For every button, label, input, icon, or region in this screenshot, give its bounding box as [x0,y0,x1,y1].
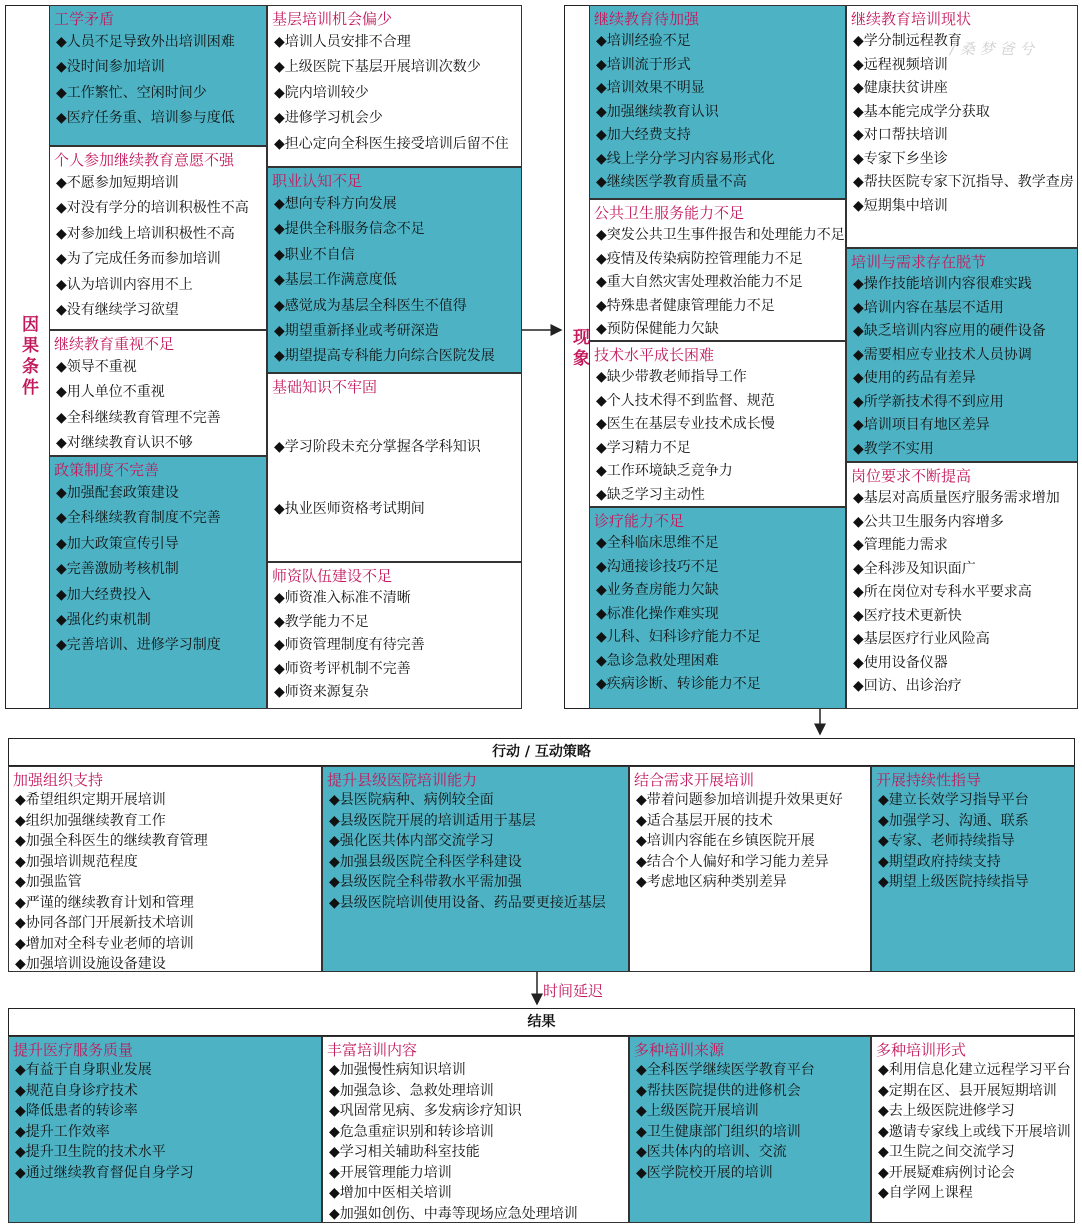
box-title: 提升医疗服务质量 [13,1041,134,1059]
action-box-county-hospital [322,766,629,972]
list-item: ◆加强全科医生的继续教育管理 [15,833,208,849]
result-box-training-sources [629,1036,871,1223]
list-item: ◆强化医共体内部交流学习 [329,833,494,849]
list-item: ◆加大经费支持 [596,127,691,143]
list-item: ◆医学院校开展的培训 [636,1164,773,1181]
list-item: ◆培训内容能在乡镇医院开展 [636,833,815,849]
list-item: ◆全科医学继续医学教育平台 [636,1062,815,1078]
list-item: ◆提升卫生院的技术水平 [15,1144,166,1160]
list-item: ◆严谨的继续教育计划和管理 [15,894,194,911]
list-item: ◆继续医学教育质量不高 [596,174,747,190]
list-item: ◆师资管理制度有待完善 [274,637,425,653]
box-title: 继续教育待加强 [594,10,700,28]
list-item: ◆加强急诊、急救处理培训 [329,1082,494,1099]
list-item: ◆所学新技术得不到应用 [853,393,1004,410]
list-item: ◆医共体内的培训、交流 [636,1144,787,1160]
list-item: ◆学习相关辅助科室技能 [329,1144,480,1160]
list-item: ◆疫情及传染病防控管理能力不足 [596,250,803,267]
list-item: ◆加强培训设施设备建设 [15,956,166,972]
list-item: ◆县医院病种、病例较全面 [329,792,494,808]
list-item: ◆医疗技术更新快 [853,607,962,624]
list-item: ◆期望政府持续支持 [878,853,1001,870]
list-item: ◆师资来源复杂 [274,684,369,700]
list-item: ◆对口帮扶培训 [853,127,948,143]
list-item: ◆期望上级医院持续指导 [878,874,1029,890]
list-item: ◆协同各部门开展新技术培训 [15,915,194,931]
list-item: ◆基本能完成学分获取 [853,103,990,120]
box-title: 结合需求开展培训 [634,771,755,789]
list-item: ◆学习阶段未充分掌握各学科知识 [274,439,481,455]
action-box-needs-based [629,766,871,972]
list-item: ◆重大自然灾害处理救治能力不足 [596,274,803,290]
list-item: ◆缺少带教老师指导工作 [596,369,747,385]
list-item: ◆对参加线上培训积极性不高 [56,225,235,242]
list-item: ◆使用的药品有差异 [853,370,976,386]
list-item: ◆基层对高质量医疗服务需求增加 [853,490,1060,506]
list-item: ◆带着问题参加培训提升效果更好 [636,792,843,808]
action-header: 行动 / 互动策略 [8,738,1075,766]
list-item: ◆医生在基层专业技术成长慢 [596,416,775,432]
list-item: ◆加强如创伤、中毒等现场应急处理培训 [329,1205,578,1222]
result-box-rich-content [322,1036,629,1223]
list-item: ◆危急重症识别和转诊培训 [329,1123,494,1140]
list-item: ◆人员不足导致外出培训困难 [56,34,235,50]
box-title: 政策制度不完善 [54,461,160,479]
list-item: ◆沟通接诊技巧不足 [596,558,719,575]
list-item: ◆回访、出诊治疗 [853,678,962,694]
list-item: ◆全科涉及知识面广 [853,560,976,577]
list-item: ◆标准化操作难实现 [596,605,719,622]
list-item: ◆培训经验不足 [596,33,691,49]
list-item: ◆远程视频培训 [853,56,948,73]
result-header: 结果 [8,1008,1075,1036]
list-item: ◆培训人员安排不合理 [274,34,411,50]
list-item: ◆加强学习、沟通、联系 [878,812,1029,829]
list-item: ◆期望重新择业或考研深造 [274,323,439,340]
item-list [13,790,321,972]
list-item: ◆想向专科方向发展 [274,196,397,212]
box-title: 开展持续性指导 [876,771,982,789]
list-item: ◆管理能力需求 [853,537,948,553]
list-item: ◆加强慢性病知识培训 [329,1062,466,1078]
box-title: 职业认知不足 [272,172,363,190]
list-item: ◆加大经费投入 [56,586,151,603]
result-box-service-quality [8,1036,322,1223]
list-item: ◆工作繁忙、空闲时间少 [56,84,207,101]
box-title: 技术水平成长困难 [594,346,715,364]
list-item: ◆院内培训较少 [274,84,369,101]
list-item: ◆健康扶贫讲座 [853,80,948,96]
list-item: ◆业务查房能力欠缺 [596,582,719,598]
list-item: ◆学习精力不足 [596,439,691,456]
list-item: ◆通过继续教育督促自身学习 [15,1164,194,1181]
box-title: 继续教育重视不足 [54,335,175,353]
list-item: ◆定期在区、县开展短期培训 [878,1082,1057,1099]
list-item: ◆培训项目有地区差异 [853,417,990,433]
item-list [634,1060,870,1183]
item-list [876,790,1074,893]
box-title: 提升县级医院培训能力 [327,771,478,789]
box-title: 多种培训形式 [876,1041,967,1059]
list-item: ◆培训内容在基层不适用 [853,299,1004,316]
item-list [634,790,870,893]
list-item: ◆增加对全科专业老师的培训 [15,935,194,952]
list-item: ◆线上学分学习内容易形式化 [596,150,775,167]
list-item: ◆上级医院开展培训 [636,1103,759,1119]
list-item: ◆去上级医院进修学习 [878,1103,1015,1119]
box-title: 公共卫生服务能力不足 [594,204,745,222]
list-item: ◆没时间参加培训 [56,59,165,76]
box-title: 继续教育培训现状 [851,10,972,28]
list-item: ◆工作环境缺乏竞争力 [596,463,733,479]
list-item: ◆需要相应专业技术人员协调 [853,346,1032,363]
list-item: ◆培训效果不明显 [596,80,705,96]
list-item: ◆县级医院全科带教水平需加强 [329,874,522,890]
list-item: ◆期望提高专科能力向综合医院发展 [274,348,495,365]
list-item: ◆公共卫生服务内容增多 [853,513,1004,530]
list-item: ◆降低患者的转诊率 [15,1103,138,1119]
list-item: ◆加大政策宣传引导 [56,535,179,552]
box-title: 师资队伍建设不足 [272,567,393,585]
list-item: ◆利用信息化建立远程学习平台 [878,1062,1071,1078]
list-item: ◆增加中医相关培训 [329,1185,452,1201]
box-title: 岗位要求不断提高 [851,467,972,485]
item-list [876,1060,1074,1204]
list-item: ◆全科继续教育管理不完善 [56,409,221,426]
list-item: ◆完善激励考核机制 [56,561,179,578]
list-item: ◆突发公共卫生事件报告和处理能力不足 [596,227,845,243]
box-title: 丰富培训内容 [327,1041,418,1059]
cause-label: 因果条件 [18,315,38,399]
result-box-training-forms [871,1036,1075,1223]
list-item: ◆师资准入标准不清晰 [274,590,411,606]
list-item: ◆强化约束机制 [56,612,151,629]
list-item: ◆职业不自信 [274,246,355,263]
list-item: ◆预防保健能力欠缺 [596,321,719,337]
list-item: ◆基层工作满意度低 [274,272,397,289]
list-item: ◆使用设备仪器 [853,654,948,671]
list-item: ◆基层医疗行业风险高 [853,631,990,647]
list-item: ◆加强配套政策建设 [56,485,179,501]
list-item: ◆开展疑难病例讨论会 [878,1164,1015,1181]
list-item: ◆帮扶医院专家下沉指导、教学查房 [853,174,1074,190]
list-item: ◆希望组织定期开展培训 [15,792,166,808]
list-item: ◆对没有学分的培训积极性不高 [56,200,249,217]
list-item: ◆疾病诊断、转诊能力不足 [596,676,761,692]
list-item: ◆缺乏学习主动性 [596,486,705,503]
box-title: 个人参加继续教育意愿不强 [54,151,235,169]
list-item: ◆加强培训规范程度 [15,853,138,870]
list-item: ◆卫生健康部门组织的培训 [636,1123,801,1140]
list-item: ◆加强继续教育认识 [596,103,719,120]
list-item: ◆考虑地区病种类别差异 [636,874,787,890]
list-item: ◆全科临床思维不足 [596,535,719,551]
list-item: ◆学分制远程教育 [853,33,962,49]
list-item: ◆短期集中培训 [853,197,948,214]
box-title: 加强组织支持 [13,771,104,789]
list-item: ◆加强县级医院全科医学科建设 [329,853,522,870]
list-item: ◆教学能力不足 [274,613,369,630]
list-item: ◆医疗任务重、培训参与度低 [56,110,235,127]
watermark-text: / 桑 梦 爸 兮 [950,40,1035,58]
list-item: ◆自学网上课程 [878,1185,973,1201]
list-item: ◆急诊急救处理困难 [596,652,719,669]
list-item: ◆卫生院之间交流学习 [878,1144,1015,1160]
list-item: ◆专家、老师持续指导 [878,833,1015,849]
box-title: 工学矛盾 [54,10,115,28]
box-title: 诊疗能力不足 [594,512,685,530]
list-item: ◆适合基层开展的技术 [636,812,773,829]
list-item: ◆担心定向全科医生接受培训后留不住 [274,135,509,152]
list-item: ◆为了完成任务而参加培训 [56,251,221,268]
box-title: 多种培训来源 [634,1041,725,1059]
list-item: ◆邀请专家线上或线下开展培训 [878,1123,1071,1140]
list-item: ◆感觉成为基层全科医生不值得 [274,297,467,314]
list-item: ◆没有继续学习欲望 [56,302,179,319]
list-item: ◆用人单位不重视 [56,384,165,401]
list-item: ◆完善培训、进修学习制度 [56,637,221,654]
list-item: ◆县级医院培训使用设备、药品要更接近基层 [329,894,606,911]
list-item: ◆提供全科服务信念不足 [274,221,425,238]
list-item: ◆儿科、妇科诊疗能力不足 [596,629,761,645]
list-item: ◆执业医师资格考试期间 [274,500,425,517]
action-box-continuous-guidance [871,766,1075,972]
list-item: ◆所在岗位对专科水平要求高 [853,584,1032,600]
list-item: ◆巩固常见病、多发病诊疗知识 [329,1103,522,1119]
phenomenon-label: 现象 [569,328,589,370]
list-item: ◆提升工作效率 [15,1123,110,1140]
item-list [13,1060,321,1183]
list-item: ◆帮扶医院提供的进修机会 [636,1082,801,1099]
list-item: ◆师资考评机制不完善 [274,660,411,677]
list-item: ◆上级医院下基层开展培训次数少 [274,59,481,76]
list-item: ◆不愿参加短期培训 [56,175,179,191]
list-item: ◆加强监管 [15,874,82,890]
action-box-org-support [8,766,322,972]
item-list [327,790,628,913]
box-title: 培训与需求存在脱节 [851,253,987,271]
list-item: ◆开展管理能力培训 [329,1164,452,1181]
list-item: ◆操作技能培训内容很难实践 [853,276,1032,292]
list-item: ◆建立长效学习指导平台 [878,792,1029,808]
list-item: ◆领导不重视 [56,359,137,375]
time-delay-label: 时间延迟 [543,982,604,1000]
list-item: ◆个人技术得不到监督、规范 [596,392,775,409]
list-item: ◆专家下乡坐诊 [853,150,948,167]
list-item: ◆培训流于形式 [596,56,691,73]
list-item: ◆教学不实用 [853,440,934,457]
list-item: ◆全科继续教育制度不完善 [56,510,221,527]
list-item: ◆规范自身诊疗技术 [15,1082,138,1099]
list-item: ◆进修学习机会少 [274,110,383,127]
list-item: ◆对继续教育认识不够 [56,435,193,452]
list-item: ◆有益于自身职业发展 [15,1062,152,1078]
item-list [327,1060,628,1223]
list-item: ◆结合个人偏好和学习能力差异 [636,853,829,870]
list-item: ◆缺乏培训内容应用的硬件设备 [853,323,1046,339]
list-item: ◆特殊患者健康管理能力不足 [596,297,775,314]
box-title: 基础知识不牢固 [272,378,378,396]
list-item: ◆认为培训内容用不上 [56,276,193,293]
list-item: ◆组织加强继续教育工作 [15,812,166,829]
list-item: ◆县级医院开展的培训适用于基层 [329,812,536,829]
box-title: 基层培训机会偏少 [272,10,393,28]
